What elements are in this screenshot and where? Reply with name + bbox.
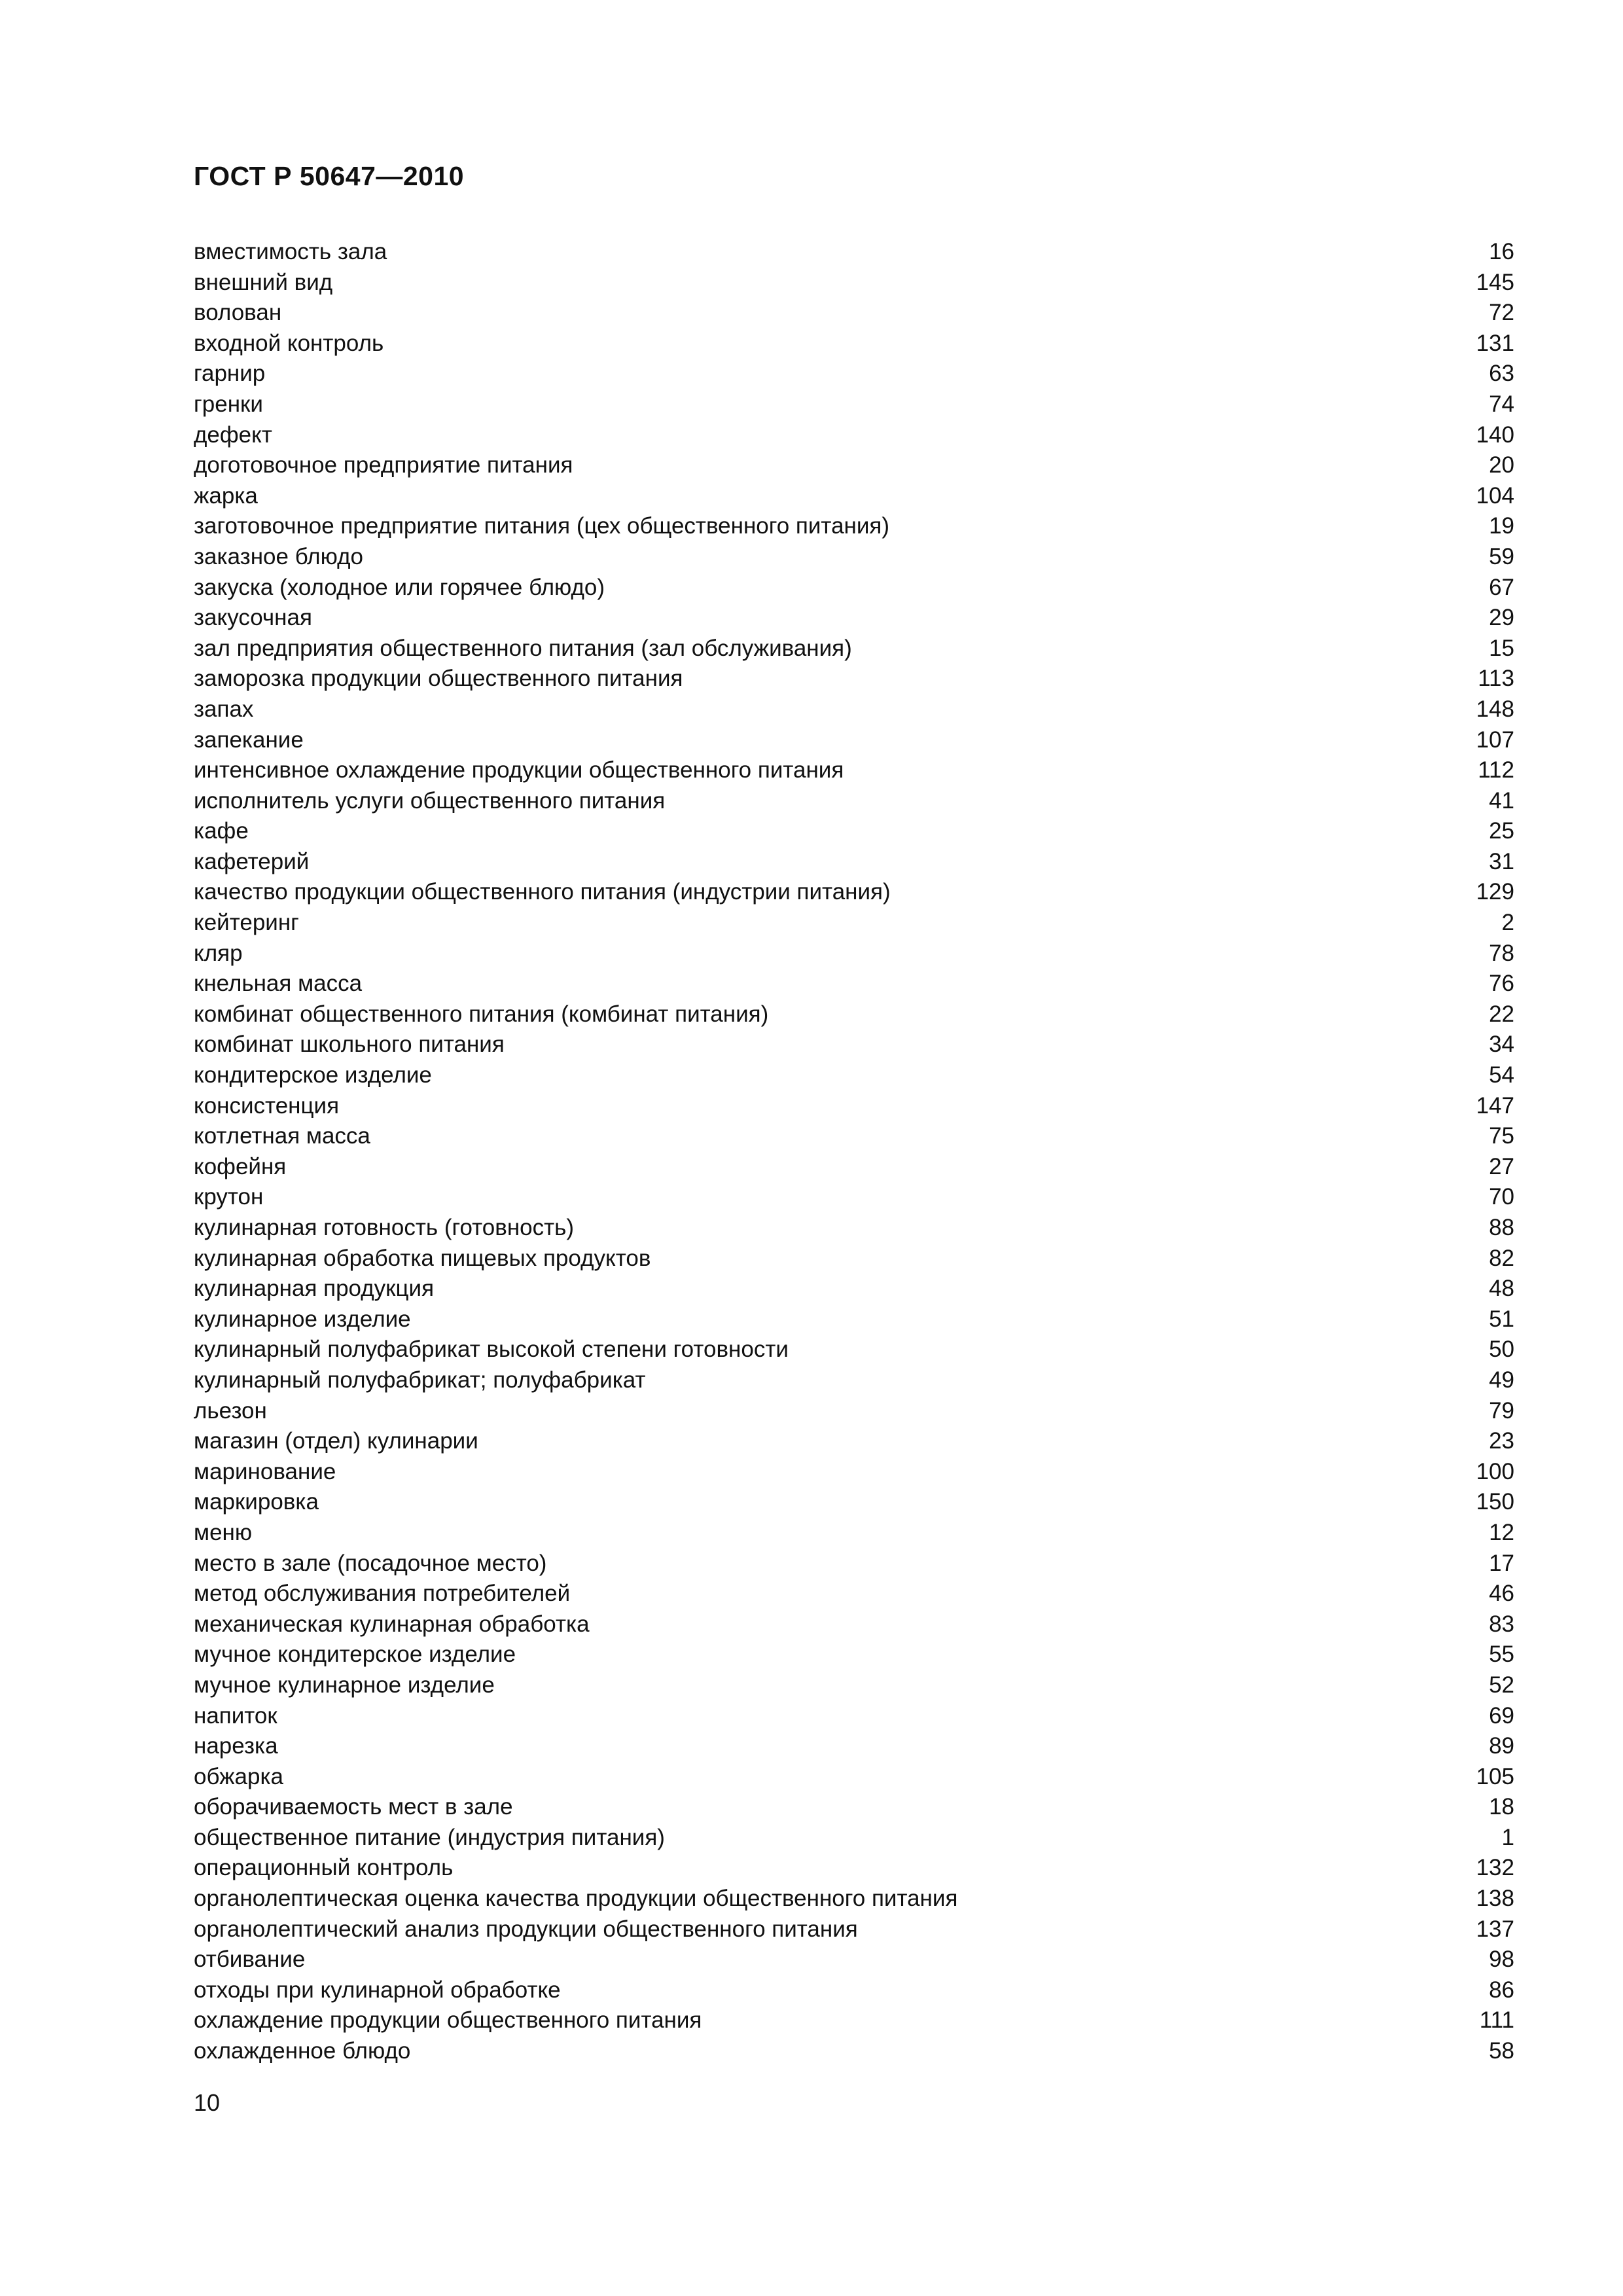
index-entry (194, 450, 1514, 481)
index-entry (194, 1426, 1514, 1457)
index-term-number: 2 (1501, 910, 1514, 936)
index-entry (194, 694, 1514, 725)
index-entry (194, 542, 1514, 573)
alphabetical-index (194, 237, 1514, 2067)
index-term: кулинарный полуфабрикат; полуфабрикат (194, 1367, 646, 1393)
index-term: комбинат школьного питания (194, 1031, 505, 1058)
index-term-number: 15 (1489, 635, 1514, 661)
index-term: исполнитель услуги общественного питания (194, 787, 666, 814)
index-term: место в зале (посадочное место) (194, 1550, 547, 1576)
index-entry (194, 1884, 1514, 1914)
index-term-number: 112 (1478, 757, 1514, 783)
index-term: охлаждение продукции общественного питания (194, 2007, 702, 2034)
index-term: органолептическая оценка качества продукции общественного питания (194, 1886, 958, 1912)
index-term-number: 75 (1489, 1123, 1514, 1149)
index-entry (194, 237, 1514, 268)
index-entry (194, 664, 1514, 694)
index-term-number: 17 (1489, 1550, 1514, 1576)
index-entry (194, 1091, 1514, 1122)
index-term-number: 104 (1476, 482, 1514, 509)
index-term-number: 150 (1476, 1489, 1514, 1515)
index-entry (194, 1030, 1514, 1060)
index-entry (194, 755, 1514, 786)
index-entry (194, 359, 1514, 389)
index-term: заморозка продукции общественного питания (194, 666, 683, 692)
index-term-number: 58 (1489, 2038, 1514, 2064)
index-term-number: 138 (1476, 1886, 1514, 1912)
index-term: гренки (194, 391, 263, 417)
index-term: маркировка (194, 1489, 319, 1515)
index-entry (194, 298, 1514, 329)
index-term: заказное блюдо (194, 543, 363, 569)
index-term: интенсивное охлаждение продукции общественного питания (194, 757, 844, 783)
index-term-number: 25 (1489, 818, 1514, 844)
index-term-number: 59 (1489, 543, 1514, 569)
index-term-number: 27 (1489, 1153, 1514, 1179)
index-term-number: 49 (1489, 1367, 1514, 1393)
index-term-number: 50 (1489, 1336, 1514, 1363)
index-entry (194, 634, 1514, 664)
index-term: льезон (194, 1397, 267, 1424)
index-entry (194, 389, 1514, 420)
index-term: органолептический анализ продукции общественного питания (194, 1916, 858, 1942)
index-term: напиток (194, 1702, 277, 1729)
index-term-number: 78 (1489, 940, 1514, 966)
index-entry (194, 1549, 1514, 1579)
index-term: оборачиваемость мест в зале (194, 1794, 513, 1820)
index-term-number: 54 (1489, 1062, 1514, 1088)
index-term-number: 20 (1489, 452, 1514, 478)
index-term: операционный контроль (194, 1855, 454, 1881)
index-term: комбинат общественного питания (комбинат питания) (194, 1001, 769, 1027)
index-entry (194, 1975, 1514, 2006)
index-term-number: 55 (1489, 1641, 1514, 1668)
index-entry (194, 908, 1514, 939)
index-entry (194, 2036, 1514, 2067)
index-term: закуска (холодное или горячее блюдо) (194, 574, 605, 600)
index-entry (194, 877, 1514, 908)
index-term-number: 147 (1476, 1092, 1514, 1119)
index-entry (194, 1853, 1514, 1884)
index-term: отбивание (194, 1946, 306, 1973)
index-term: кейтеринг (194, 910, 299, 936)
index-entry (194, 847, 1514, 878)
index-entry (194, 1365, 1514, 1396)
index-entry (194, 1274, 1514, 1304)
index-term: вместимость зала (194, 239, 387, 264)
index-term-number: 46 (1489, 1581, 1514, 1607)
index-term: кофейня (194, 1153, 287, 1179)
index-term-number: 145 (1476, 269, 1514, 295)
index-entry (194, 1060, 1514, 1091)
index-term: жарка (194, 482, 258, 509)
index-term-number: 63 (1489, 361, 1514, 387)
index-term-number: 76 (1489, 971, 1514, 997)
index-term-number: 12 (1489, 1519, 1514, 1545)
index-term-number: 105 (1476, 1763, 1514, 1789)
index-entry (194, 1670, 1514, 1701)
index-term-number: 22 (1489, 1001, 1514, 1027)
page-number: 10 (194, 2089, 221, 2116)
index-entry (194, 1762, 1514, 1793)
index-entry (194, 1396, 1514, 1427)
index-term: кулинарная обработка пищевых продуктов (194, 1245, 651, 1271)
index-term: мучное кондитерское изделие (194, 1641, 516, 1668)
index-term: котлетная масса (194, 1123, 370, 1149)
index-term-number: 41 (1489, 787, 1514, 814)
index-term-number: 16 (1489, 239, 1514, 264)
index-term-number: 29 (1489, 605, 1514, 631)
index-entry (194, 1945, 1514, 1975)
index-term: доготовочное предприятие питания (194, 452, 573, 478)
index-term: волован (194, 300, 282, 326)
index-term: меню (194, 1519, 253, 1545)
index-entry (194, 1244, 1514, 1274)
index-term: запекание (194, 726, 304, 753)
index-term-number: 48 (1489, 1276, 1514, 1302)
index-term-number: 113 (1478, 666, 1514, 692)
index-entry (194, 1579, 1514, 1609)
index-term: консистенция (194, 1092, 340, 1119)
index-entry (194, 1609, 1514, 1640)
index-term: кафетерий (194, 848, 310, 874)
document-header: ГОСТ Р 50647—2010 (194, 161, 465, 191)
index-term-number: 18 (1489, 1794, 1514, 1820)
index-term-number: 31 (1489, 848, 1514, 874)
index-term-number: 52 (1489, 1672, 1514, 1698)
index-term-number: 132 (1476, 1855, 1514, 1881)
index-entry (194, 1182, 1514, 1213)
index-entry (194, 1792, 1514, 1823)
index-term: кулинарное изделие (194, 1306, 411, 1332)
index-entry (194, 1487, 1514, 1518)
index-entry (194, 2005, 1514, 2036)
index-entry (194, 725, 1514, 756)
index-term-number: 140 (1476, 422, 1514, 448)
index-entry (194, 329, 1514, 359)
index-term: кулинарная готовность (готовность) (194, 1215, 575, 1240)
index-entry (194, 939, 1514, 969)
index-term: мучное кулинарное изделие (194, 1672, 495, 1698)
index-term-number: 148 (1476, 696, 1514, 722)
index-entry (194, 1213, 1514, 1244)
index-term-number: 86 (1489, 1977, 1514, 2003)
index-term-number: 129 (1476, 879, 1514, 905)
index-term: охлажденное блюдо (194, 2038, 411, 2064)
index-entry (194, 511, 1514, 542)
index-entry (194, 420, 1514, 451)
index-entry (194, 573, 1514, 603)
index-entry (194, 969, 1514, 999)
index-term-number: 98 (1489, 1946, 1514, 1973)
index-term: заготовочное предприятие питания (цех общественного питания) (194, 513, 890, 539)
index-term: крутон (194, 1184, 264, 1210)
index-entry (194, 1121, 1514, 1152)
index-term: механическая кулинарная обработка (194, 1611, 590, 1637)
index-term: отходы при кулинарной обработке (194, 1977, 561, 2003)
index-term: кондитерское изделие (194, 1062, 432, 1088)
index-term-number: 89 (1489, 1733, 1514, 1759)
index-term: входной контроль (194, 330, 384, 356)
index-term-number: 69 (1489, 1702, 1514, 1729)
index-term-number: 72 (1489, 300, 1514, 326)
index-term-number: 51 (1489, 1306, 1514, 1332)
index-term-number: 70 (1489, 1184, 1514, 1210)
index-term: кулинарная продукция (194, 1276, 435, 1302)
index-term: метод обслуживания потребителей (194, 1581, 571, 1607)
index-entry (194, 1640, 1514, 1670)
index-term-number: 67 (1489, 574, 1514, 600)
index-term: запах (194, 696, 254, 722)
index-term: маринование (194, 1458, 336, 1484)
index-entry (194, 1731, 1514, 1762)
index-term: магазин (отдел) кулинарии (194, 1428, 478, 1454)
index-term: качество продукции общественного питания (индустрии питания) (194, 879, 891, 905)
index-entry (194, 1823, 1514, 1854)
index-term: дефект (194, 422, 272, 448)
index-entry (194, 999, 1514, 1030)
index-term-number: 100 (1476, 1458, 1514, 1484)
index-term-number: 1 (1501, 1824, 1514, 1850)
index-term-number: 82 (1489, 1245, 1514, 1271)
index-term: закусочная (194, 605, 312, 631)
index-term: нарезка (194, 1733, 278, 1759)
index-entry (194, 1152, 1514, 1183)
index-term: кафе (194, 818, 249, 844)
index-term: кнельная масса (194, 971, 363, 997)
index-term-number: 137 (1476, 1916, 1514, 1942)
index-term-number: 107 (1476, 726, 1514, 753)
index-term: общественное питание (индустрия питания) (194, 1824, 665, 1850)
index-term-number: 34 (1489, 1031, 1514, 1058)
index-entry (194, 1701, 1514, 1732)
index-term-number: 88 (1489, 1215, 1514, 1240)
index-entry (194, 603, 1514, 634)
index-term-number: 19 (1489, 513, 1514, 539)
index-term: внешний вид (194, 269, 333, 295)
index-term: кулинарный полуфабрикат высокой степени готовности (194, 1336, 789, 1363)
index-term: кляр (194, 940, 243, 966)
index-term: гарнир (194, 361, 266, 387)
index-term-number: 79 (1489, 1397, 1514, 1424)
index-term: обжарка (194, 1763, 284, 1789)
index-entry (194, 816, 1514, 847)
index-term: зал предприятия общественного питания (зал обслуживания) (194, 635, 852, 661)
index-entry (194, 268, 1514, 298)
index-entry (194, 1335, 1514, 1365)
index-term-number: 131 (1476, 330, 1514, 356)
index-term-number: 83 (1489, 1611, 1514, 1637)
index-term-number: 111 (1479, 2007, 1514, 2034)
index-entry (194, 481, 1514, 512)
index-entry (194, 1457, 1514, 1488)
index-term-number: 74 (1489, 391, 1514, 417)
index-term-number: 23 (1489, 1428, 1514, 1454)
index-entry (194, 1518, 1514, 1549)
index-entry (194, 1304, 1514, 1335)
index-entry (194, 1914, 1514, 1945)
index-entry (194, 786, 1514, 817)
